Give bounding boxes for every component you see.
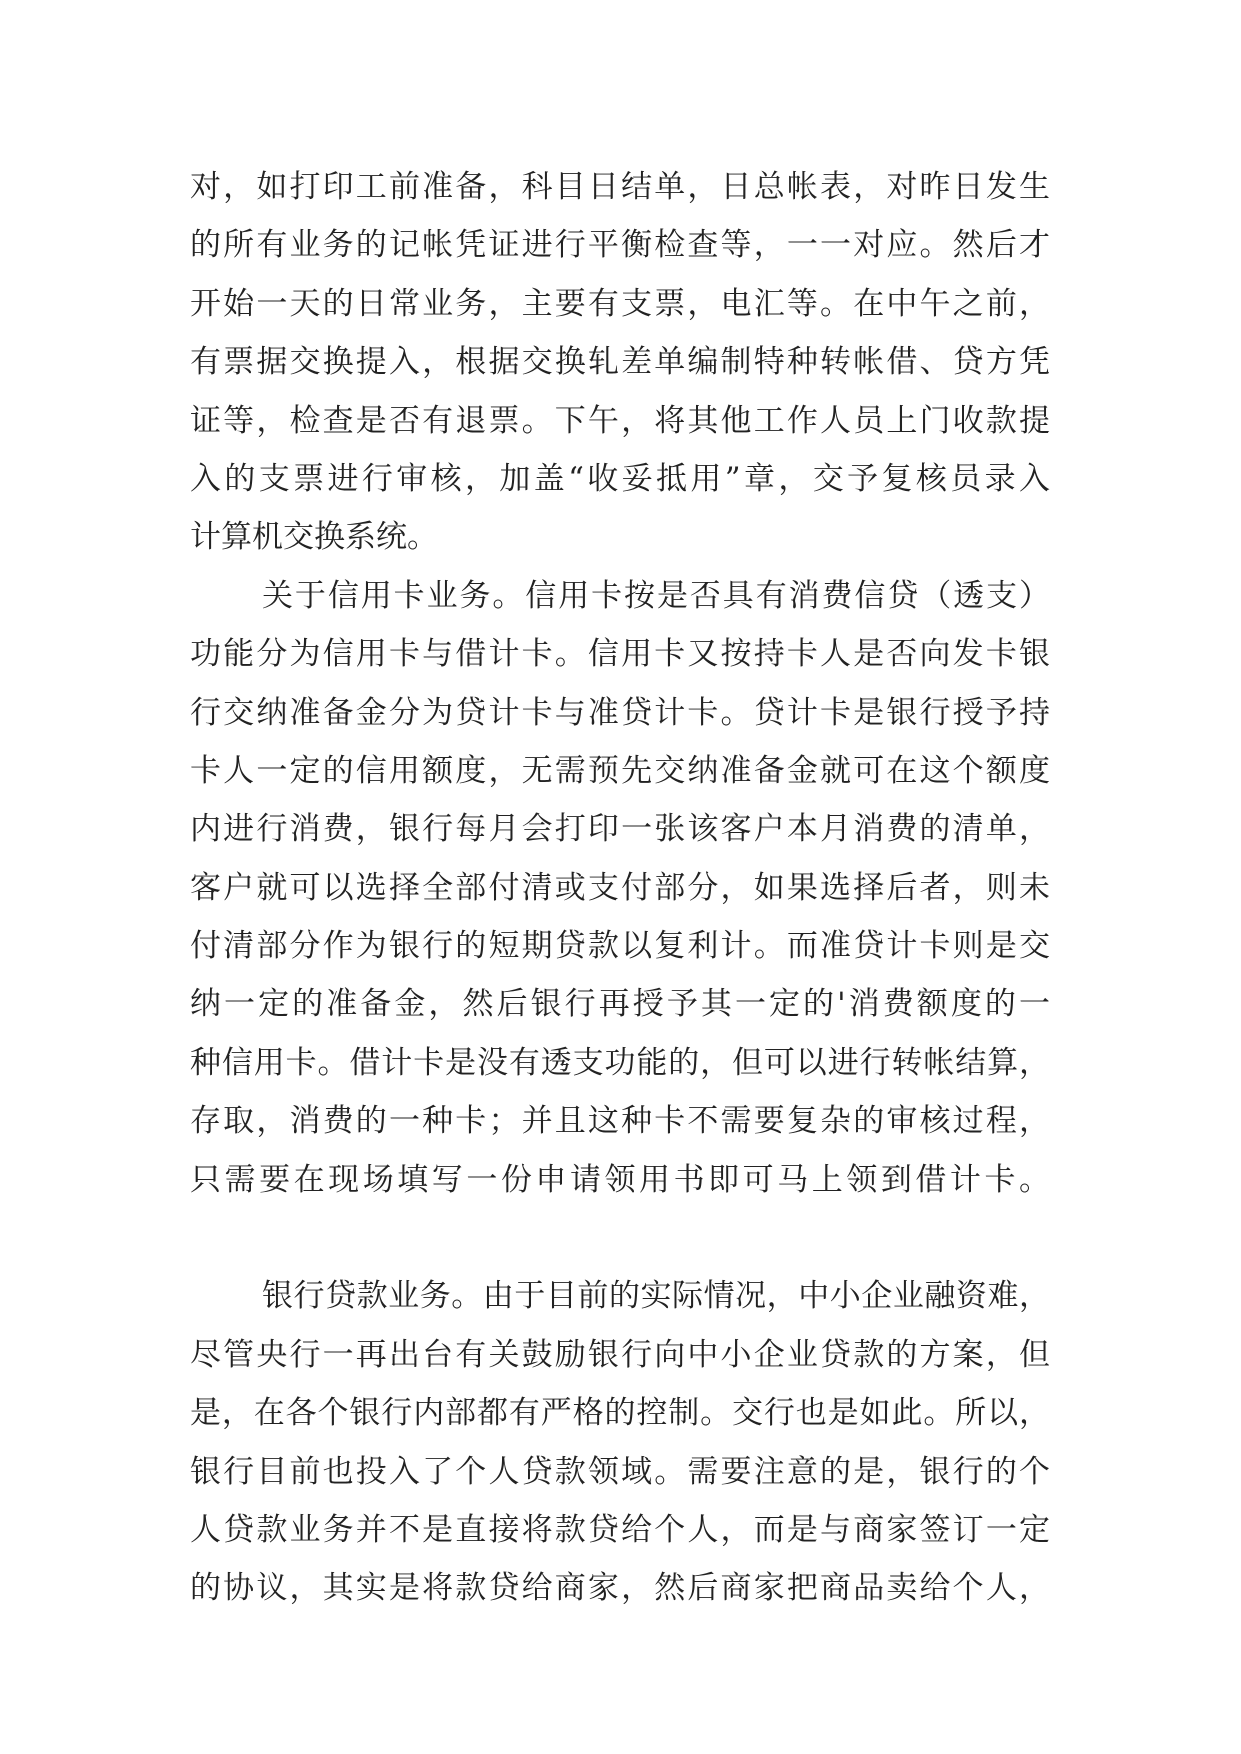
text-line: 银行目前也投入了个人贷款领域。需要注意的是，银行的个 — [190, 1453, 1050, 1490]
text-line: 的协议，其实是将款贷给商家，然后商家把商品卖给个人， — [190, 1570, 1050, 1607]
text-line: 尽管央行一再出台有关鼓励银行向中小企业贷款的方案，但 — [190, 1336, 1050, 1373]
text-line: 有票据交换提入，根据交换轧差单编制特种转帐借、贷方凭 — [190, 344, 1050, 381]
text-line: 是，在各个银行内部都有严格的控制。交行也是如此。所以， — [190, 1395, 1050, 1432]
paragraph-first-line: 银行贷款业务。由于目前的实际情况，中小企业融资难， — [262, 1278, 1050, 1315]
document-body — [190, 158, 1050, 1618]
text-line: 付清部分作为银行的短期贷款以复利计。而准贷计卡则是交 — [190, 928, 1050, 965]
text-line: 开始一天的日常业务，主要有支票，电汇等。在中午之前， — [190, 285, 1050, 322]
paragraph-first-line: 关于信用卡业务。信用卡按是否具有消费信贷（透支） — [262, 577, 1050, 614]
text-line: 对，如打印工前准备，科目日结单，日总帐表，对昨日发生 — [190, 169, 1050, 205]
text-line: 行交纳准备金分为贷计卡与准贷计卡。贷计卡是银行授予持 — [190, 694, 1050, 731]
text-line: 人贷款业务并不是直接将款贷给个人，而是与商家签订一定 — [190, 1511, 1050, 1548]
text-line: 只需要在现场填写一份申请领用书即可马上领到借计卡。 — [190, 1161, 1050, 1198]
text-line: 计算机交换系统。 — [190, 519, 438, 556]
text-line: 入的支票进行审核，加盖“收妥抵用”章，交予复核员录入 — [190, 460, 1050, 497]
text-line: 客户就可以选择全部付清或支付部分，如果选择后者，则未 — [190, 869, 1050, 906]
text-line: 的所有业务的记帐凭证进行平衡检查等，一一对应。然后才 — [190, 227, 1050, 264]
text-line: 纳一定的准备金，然后银行再授予其一定的'消费额度的一 — [190, 986, 1050, 1023]
text-line: 存取，消费的一种卡；并且这种卡不需要复杂的审核过程， — [190, 1103, 1050, 1140]
text-line: 功能分为信用卡与借计卡。信用卡又按持卡人是否向发卡银 — [190, 636, 1050, 673]
text-line: 种信用卡。借计卡是没有透支功能的，但可以进行转帐结算， — [190, 1044, 1050, 1081]
text-line: 内进行消费，银行每月会打印一张该客户本月消费的清单， — [190, 811, 1050, 848]
text-line — [190, 1209, 1050, 1267]
text-line: 卡人一定的信用额度，无需预先交纳准备金就可在这个额度 — [190, 752, 1050, 789]
text-line: 证等，检查是否有退票。下午，将其他工作人员上门收款提 — [190, 402, 1050, 439]
